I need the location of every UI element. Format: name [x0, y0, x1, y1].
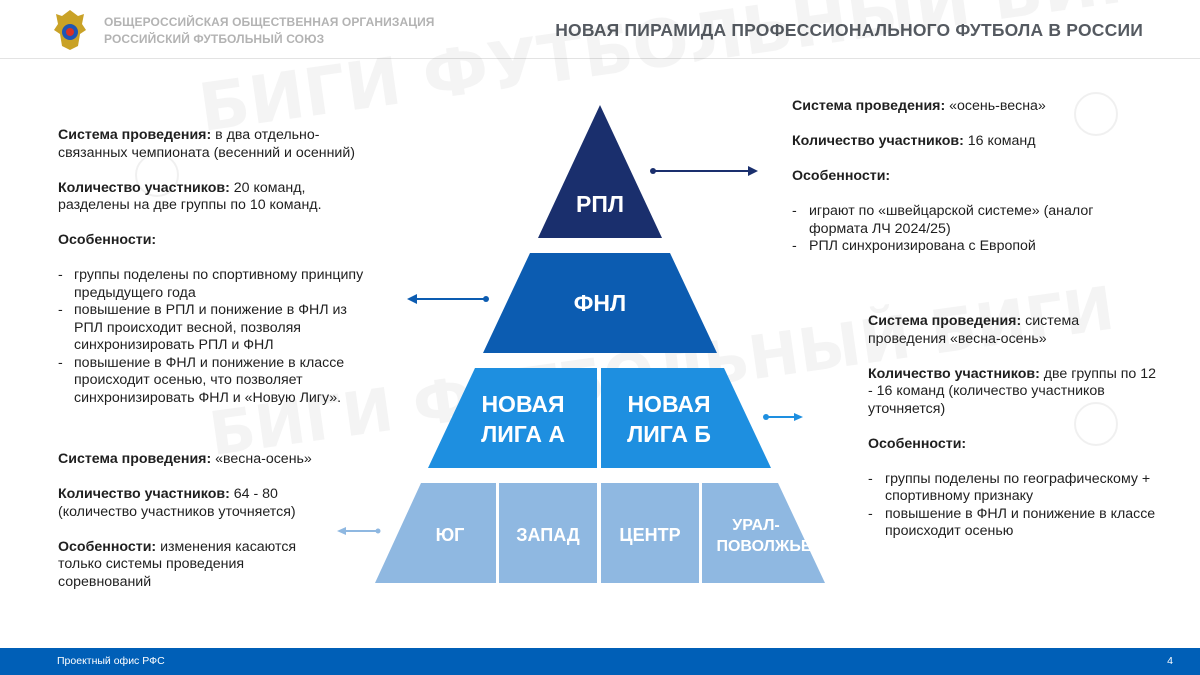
label-liga-a-line-2: ЛИГА А — [481, 421, 565, 447]
pyramid-tier-liga-a — [428, 368, 597, 468]
org-line-1: ОБЩЕРОССИЙСКАЯ ОБЩЕСТВЕННАЯ ОРГАНИЗАЦИЯ — [104, 15, 435, 29]
label-ural-line-2: ПОВОЛЖЬЕ — [716, 538, 812, 555]
new-league-features-list — [868, 471, 1158, 541]
regional-count: Количество участников: 64 - 80 (количество участников уточняется) — [58, 486, 296, 520]
rpl-description — [792, 98, 1132, 256]
regional-description — [58, 451, 323, 591]
footer-bar — [0, 648, 1200, 675]
rpl-system: Система проведения: «осень-весна» — [792, 98, 1046, 114]
fnl-features: Особенности: — [58, 232, 157, 248]
page-number: 4 — [1167, 655, 1173, 667]
fnl-count: Количество участников: 20 команд, разделены на две группы по 10 команд. — [58, 179, 322, 213]
fnl-description — [58, 127, 373, 407]
list-item: - повышение в ФНЛ и понижение в классе происходит осенью, что позволяет синхронизировать ФНЛ и «Новую Лигу». — [58, 355, 373, 408]
rpl-count: Количество участников: 16 команд — [792, 133, 1036, 149]
list-item: - РПЛ синхронизирована с Европой — [792, 238, 1132, 256]
regional-system: Система проведения: «весна-осень» — [58, 451, 312, 467]
arrow-fnl-left — [407, 294, 489, 304]
pyramid-tier-liga-b — [601, 368, 771, 468]
arrow-new-league-right — [763, 413, 803, 421]
list-item: - повышение в ФНЛ и понижение в классе происходит осенью — [868, 506, 1158, 541]
arrow-bottom-left — [337, 527, 381, 535]
label-west: ЗАПАД — [516, 525, 580, 545]
label-fnl: ФНЛ — [573, 290, 627, 316]
fnl-features-list — [58, 267, 373, 407]
new-league-count: Количество участников: две группы по 12 - 16 команд (количество участников уточняется) — [868, 365, 1157, 417]
list-item: - играют по «швейцарской системе» (аналог формата ЛЧ 2024/25) — [792, 203, 1132, 238]
label-center: ЦЕНТР — [619, 525, 681, 545]
list-item: - группы поделены по спортивному принципу предыдущего года — [58, 267, 373, 302]
label-liga-a-line-1: НОВАЯ — [481, 391, 565, 417]
list-item: - повышение в РПЛ и понижение в ФНЛ из РПЛ происходит весной, позволяя синхронизировать РПЛ и ФНЛ — [58, 302, 373, 355]
new-league-system: Система проведения: система проведения «весна-осень» — [868, 313, 1080, 347]
label-rpl: РПЛ — [575, 191, 625, 217]
label-liga-b-line-2: ЛИГА Б — [627, 421, 711, 447]
label-ural-line-1: УРАЛ- — [732, 517, 780, 534]
rpl-features: Особенности: — [792, 168, 891, 184]
rpl-features-list — [792, 203, 1132, 256]
new-league-description — [868, 313, 1158, 541]
footer-text: Проектный офис РФС — [57, 655, 165, 667]
new-league-features: Особенности: — [868, 435, 967, 452]
regional-features: Особенности: изменения касаются только системы проведения соревнований — [58, 538, 297, 590]
pyramid-tier-rpl — [538, 105, 662, 238]
arrow-rpl-right — [650, 166, 758, 176]
label-liga-b-line-1: НОВАЯ — [627, 391, 711, 417]
fnl-system: Система проведения: в два отдельно-связанных чемпионата (весенний и осенний) — [58, 127, 355, 161]
slide-title: НОВАЯ ПИРАМИДА ПРОФЕССИОНАЛЬНОГО ФУТБОЛА В РОССИИ — [555, 20, 1143, 40]
list-item: - группы поделены по географическому + спортивному признаку — [868, 471, 1158, 506]
label-south: ЮГ — [435, 525, 465, 545]
org-line-2: РОССИЙСКИЙ ФУТБОЛЬНЫЙ СОЮЗ — [104, 32, 325, 46]
